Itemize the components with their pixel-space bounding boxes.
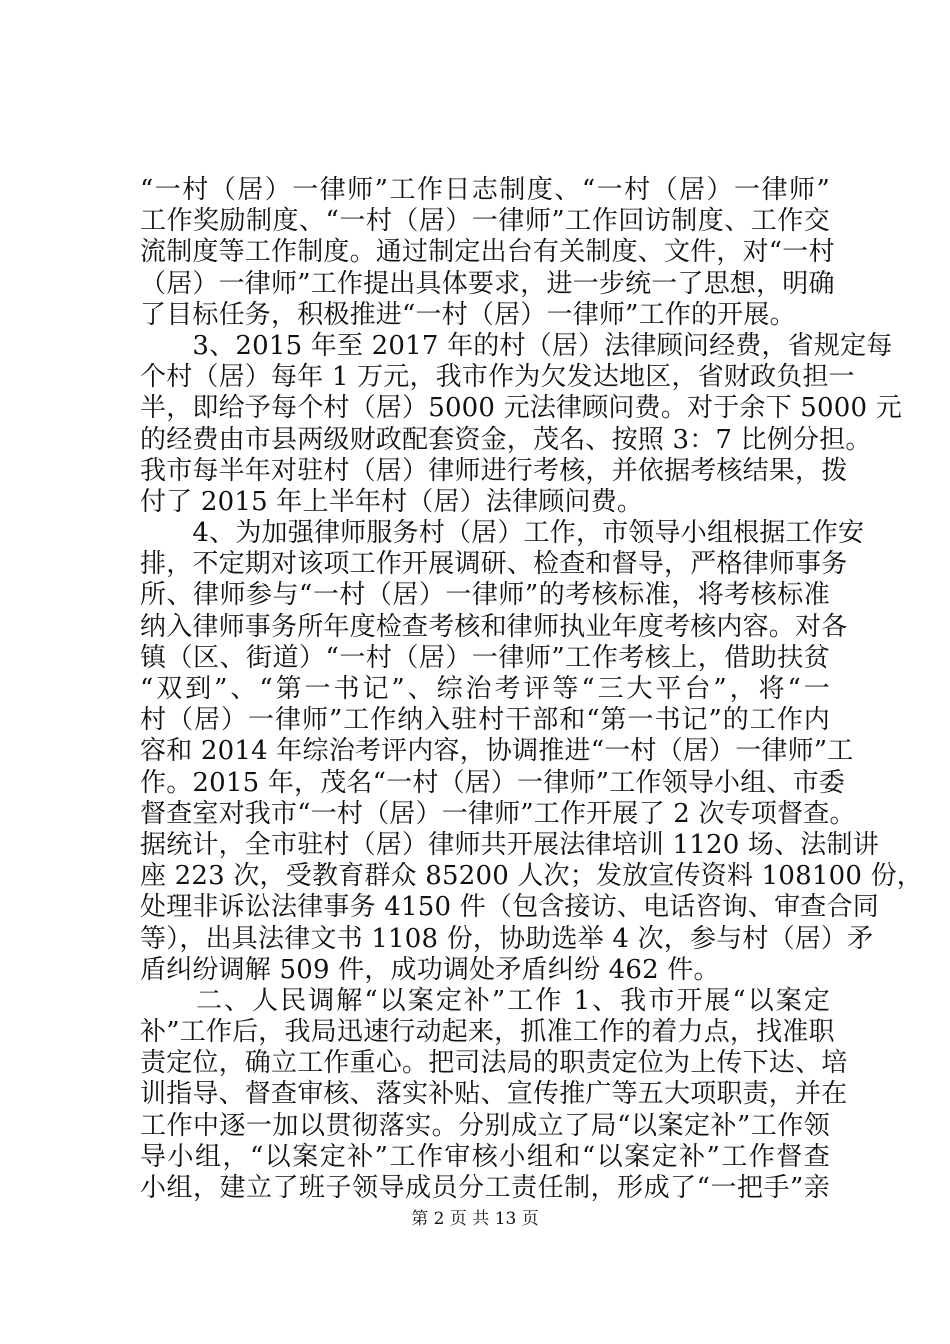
- document-body: [140, 175, 923, 1204]
- text-line: 工作中逐一加以贯彻落实。分别成立了局“以案定补”工作领: [140, 1110, 830, 1141]
- text-line: 4、为加强律师服务村（居）工作，市领导小组根据工作安: [140, 518, 865, 549]
- text-line: 据统计，全市驻村（居）律师共开展法律培训 1120 场、法制讲: [140, 829, 879, 860]
- text-line: 纳入律师事务所年度检查考核和律师执业年度考核内容。对各: [140, 611, 848, 642]
- text-line: 督查室对我市“一村（居）一律师”工作开展了 2 次专项督查。: [140, 798, 856, 829]
- page-footer: 第 2 页 共 13 页: [411, 1209, 539, 1229]
- text-line: 了目标任务，积极推进“一村（居）一律师”工作的开展。: [140, 299, 796, 330]
- text-line: 所、律师参与“一村（居）一律师”的考核标准，将考核标准: [140, 580, 830, 611]
- text-line: 等），出具法律文书 1108 份，协助选举 4 次，参与村（居）矛: [140, 923, 874, 954]
- text-line: 小组，建立了班子领导成员分工责任制，形成了“一把手”亲: [140, 1173, 830, 1203]
- text-line: 作。2015 年，茂名“一村（居）一律师”工作领导小组、市委: [140, 767, 846, 798]
- text-line: 镇（区、街道）“一村（居）一律师”工作考核上，借助扶贫: [140, 642, 830, 673]
- text-line: 处理非诉讼法律事务 4150 件（包含接访、电话咨询、审查合同: [140, 892, 879, 923]
- text-line: 个村（居）每年 1 万元，我市作为欠发达地区，省财政负担一: [140, 362, 855, 393]
- text-line: “一村（居）一律师”工作日志制度、“一村（居）一律师”: [140, 175, 830, 205]
- text-line: 3、2015 年至 2017 年的村（居）法律顾问经费，省规定每: [140, 330, 893, 361]
- text-line: 二、人民调解“以案定补”工作 1、我市开展“以案定: [140, 985, 830, 1016]
- text-line: 半，即给予每个村（居）5000 元法律顾问费。对于余下 5000 元: [140, 393, 902, 424]
- text-line: 的经费由市县两级财政配套资金，茂名、按照 3：7 比例分担。: [140, 424, 872, 455]
- text-line: 训指导、督查审核、落实补贴、宣传推广等五大项职责，并在: [140, 1079, 848, 1110]
- text-line: 村（居）一律师”工作纳入驻村干部和“第一书记”的工作内: [140, 705, 830, 736]
- text-line: 座 223 次，受教育群众 85200 人次；发放宣传资料 108100 份，: [140, 861, 923, 892]
- text-line: “双到”、“第一书记”、综治考评等“三大平台”，将“一: [140, 674, 830, 704]
- text-line: 容和 2014 年综治考评内容，协调推进“一村（居）一律师”工: [140, 736, 854, 767]
- text-line: 补”工作后，我局迅速行动起来，抓准工作的着力点，找准职: [140, 1017, 835, 1048]
- text-line: 盾纠纷调解 509 件，成功调处矛盾纠纷 462 件。: [140, 954, 720, 985]
- text-line: 排，不定期对该项工作开展调研、检查和督导，严格律师事务: [140, 549, 848, 580]
- text-line: 付了 2015 年上半年村（居）法律顾问费。: [140, 486, 644, 517]
- text-line: 导小组，“以案定补”工作审核小组和“以案定补”工作督查: [140, 1141, 830, 1172]
- text-line: 流制度等工作制度。通过制定出台有关制度、文件，对“一村: [140, 237, 835, 268]
- text-line: 工作奖励制度、“一村（居）一律师”工作回访制度、工作交: [140, 206, 830, 237]
- text-line: 我市每半年对驻村（居）律师进行考核，并依据考核结果，拨: [140, 455, 848, 486]
- text-line: 责定位，确立工作重心。把司法局的职责定位为上传下达、培: [140, 1048, 848, 1079]
- text-line: （居）一律师”工作提出具体要求，进一步统一了思想，明确: [140, 268, 835, 299]
